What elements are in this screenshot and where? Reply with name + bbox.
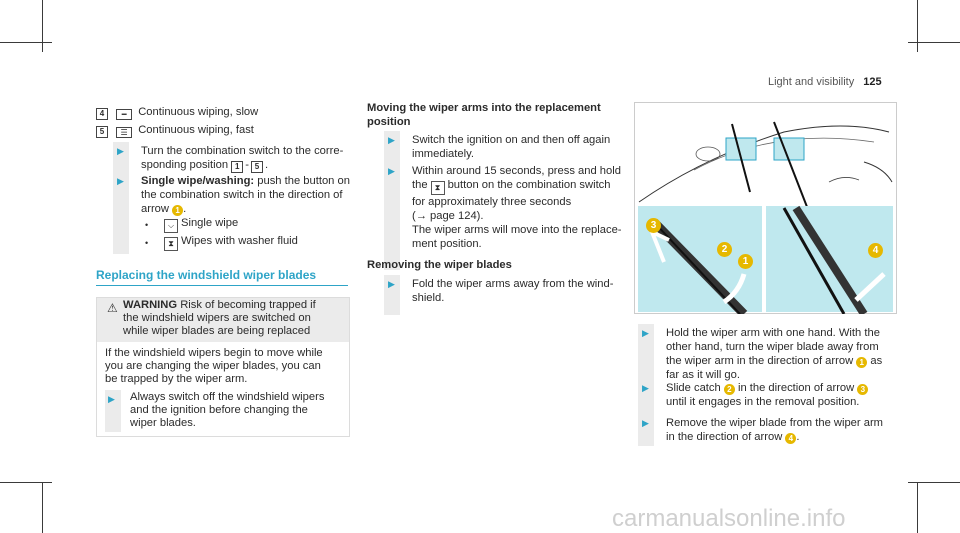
position-1-box: 1 [231, 161, 243, 173]
row-4 [96, 106, 258, 120]
callout-1: 1 [738, 254, 753, 269]
step-bar [384, 162, 400, 270]
arrow-badge: 3 [857, 384, 868, 395]
step-arrow-icon: ▶ [108, 394, 115, 404]
arrow-badge: 1 [856, 357, 867, 368]
step-text: Single wipe/washing: push the button on the combination switch in the direction of arrow 1 . [141, 175, 350, 215]
step-arrow-icon: ▶ [642, 383, 649, 393]
watermark: carmanualsonline.info [612, 505, 846, 532]
step-arrow-icon: ▶ [388, 279, 395, 289]
crop-mark [42, 482, 43, 533]
section-title: Light and visibility [768, 76, 855, 88]
step-text: Remove the wiper blade from the wiper arm in the direction of arrow 4 . [666, 417, 884, 443]
step-arrow-icon: ▶ [117, 176, 124, 186]
callout-3: 3 [646, 218, 661, 233]
crop-mark [0, 482, 52, 483]
heading-rule [96, 285, 348, 286]
heading-replacement: Moving the wiper arms into the replacement position [367, 102, 601, 128]
heading-removing: Removing the wiper blades [367, 259, 512, 271]
crop-mark [917, 482, 918, 533]
crop-mark [917, 0, 918, 52]
step-text: Turn the combination switch to the corre- sponding position 1 - 5 . [141, 145, 344, 171]
crop-mark [908, 482, 960, 483]
step-arrow-icon: ▶ [388, 166, 395, 176]
warning-icon: ⚠ [107, 301, 118, 315]
wiper-figure-svg [634, 102, 897, 314]
step-text: Slide catch 2 in the direction of arrow 3 until it engages in the removal position. [666, 381, 868, 409]
row-5-text: Continuous wiping, fast [138, 124, 254, 136]
bullet: • [145, 238, 149, 248]
crop-mark [908, 42, 960, 43]
arrow-badge: 2 [724, 384, 735, 395]
wiper-slow-icon: ━ [116, 109, 132, 120]
arrow-badge: 1 [172, 205, 183, 216]
washer-icon: ⧗ [431, 181, 445, 195]
step-arrow-icon: ▶ [117, 146, 124, 156]
step-text: Fold the wiper arms away from the wind- shield. [412, 278, 614, 304]
warning-text: WARNING Risk of becoming trapped if the windshield wipers are switched on while wiper blades are being replaced [123, 299, 316, 337]
row-5 [96, 124, 254, 138]
single-wipe-icon: ⌵ [164, 219, 178, 233]
page-header [768, 76, 882, 88]
callout-4: 4 [868, 243, 883, 258]
callout-2: 2 [717, 242, 732, 257]
step-text: Switch the ignition on and then off again immediately. [412, 134, 611, 160]
bullet: • [145, 220, 149, 230]
section-heading: Replacing the windshield wiper blades [96, 268, 317, 282]
step-arrow-icon: ▶ [642, 418, 649, 428]
option-single-wipe: ⌵ Single wipe [161, 217, 238, 233]
row-4-text: Continuous wiping, slow [138, 106, 259, 118]
step-arrow-icon: ▶ [642, 328, 649, 338]
warning-step: Always switch off the windshield wipers and the ignition before changing the wiper blades. [130, 391, 325, 429]
step-text: Within around 15 seconds, press and hold the ⧗ button on the combination switch for approximately three seconds (→ page 124). The wiper arms will move into the replace- ment position. [412, 165, 622, 250]
step-text: Hold the wiper arm with one hand. With the other hand, turn the wiper blade away from the wiper arm in the direction of arrow 1 as far as it will go. [666, 327, 883, 381]
washer-icon: ⧗ [164, 237, 178, 251]
arrow-badge: 4 [785, 433, 796, 444]
warning-box [96, 297, 350, 437]
crop-mark [42, 0, 43, 52]
position-4-box: 4 [96, 108, 108, 120]
page-number: 125 [863, 76, 882, 88]
position-5-box: 5 [96, 126, 108, 138]
position-5-box: 5 [251, 161, 263, 173]
option-washer: ⧗ Wipes with washer fluid [161, 235, 298, 251]
step-arrow-icon: ▶ [388, 135, 395, 145]
warning-body: If the windshield wipers begin to move while you are changing the wiper blades, you can be trapped by the wiper arm. [105, 347, 323, 385]
crop-mark [0, 42, 52, 43]
wiper-fast-icon: ☰ [116, 127, 132, 138]
wiper-illustration [634, 102, 897, 314]
